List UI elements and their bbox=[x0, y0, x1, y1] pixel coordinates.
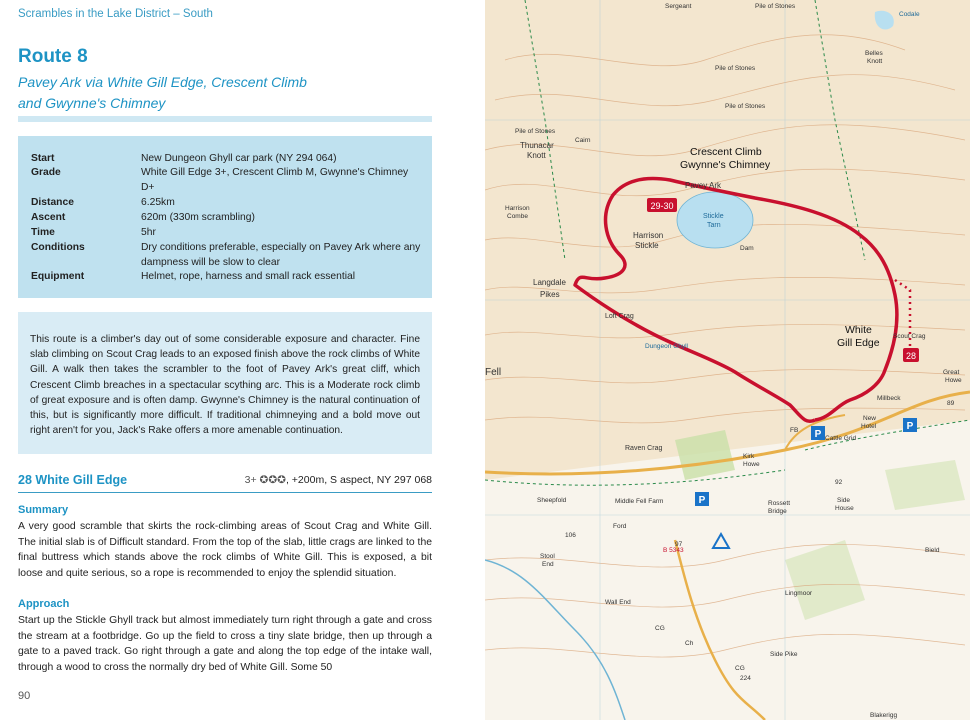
running-head: Scrambles in the Lake District – South bbox=[18, 8, 213, 20]
svg-text:Loft Crag: Loft Crag bbox=[605, 313, 634, 320]
section-title: 28 White Gill Edge bbox=[18, 473, 128, 487]
svg-text:FB: FB bbox=[790, 427, 799, 434]
svg-text:Bield: Bield bbox=[925, 547, 940, 554]
approach-text: Start up the Stickle Ghyll track but almost immediately turn right through a gate and cross the stream at a footbridge. Go up the field to cross a tiny slate bridge, then up through a gate to a paved track. Go right through a gate and along the top edge of the intake wall, through a wood to cross the normally dry bed of White Gill. Some 50 bbox=[18, 615, 432, 673]
svg-text:Dungeon Ghyll: Dungeon Ghyll bbox=[645, 343, 688, 350]
svg-text:Wall End: Wall End bbox=[605, 599, 631, 606]
section-meta bbox=[245, 474, 432, 486]
svg-text:Lingmoor: Lingmoor bbox=[785, 590, 813, 597]
info-label: Ascent bbox=[31, 212, 66, 223]
svg-text:Langdale: Langdale bbox=[533, 278, 566, 287]
svg-text:CG: CG bbox=[655, 625, 665, 632]
svg-text:Thunacar: Thunacar bbox=[520, 141, 554, 150]
svg-text:House: House bbox=[835, 505, 854, 512]
svg-text:Hotel: Hotel bbox=[861, 423, 877, 430]
svg-text:Knott: Knott bbox=[867, 58, 883, 65]
svg-text:Pile of Stones: Pile of Stones bbox=[515, 128, 556, 135]
svg-text:Pile of Stones: Pile of Stones bbox=[725, 103, 766, 110]
label-gwynnes-chimney: Gwynne's Chimney bbox=[680, 159, 771, 171]
info-value: Dry conditions preferable, especially on Pavey Ark where any dampness will be slow to clear bbox=[141, 242, 421, 268]
svg-text:Tarn: Tarn bbox=[707, 222, 721, 229]
svg-text:New: New bbox=[863, 415, 877, 422]
approach-heading: Approach bbox=[18, 598, 70, 610]
svg-text:Knott: Knott bbox=[527, 151, 546, 160]
intro-box bbox=[18, 312, 432, 454]
svg-text:106: 106 bbox=[565, 532, 576, 539]
section-details: , +200m, S aspect, NY 297 068 bbox=[285, 474, 432, 486]
route-map bbox=[485, 0, 970, 720]
info-value: 6.25km bbox=[141, 197, 175, 208]
info-value: White Gill Edge 3+, Crescent Climb M, Gwynne's Chimney D+ bbox=[141, 167, 409, 193]
svg-text:Pile of Stones: Pile of Stones bbox=[715, 65, 756, 72]
map-canvas bbox=[485, 0, 970, 720]
svg-text:97: 97 bbox=[675, 541, 683, 548]
svg-text:Pile of Stones: Pile of Stones bbox=[755, 3, 796, 10]
svg-text:Ford: Ford bbox=[613, 523, 627, 530]
parking-icon bbox=[695, 492, 709, 506]
svg-text:Harrison: Harrison bbox=[633, 231, 664, 240]
svg-text:Sergeant: Sergeant bbox=[665, 3, 692, 10]
page-number: 90 bbox=[18, 690, 31, 702]
svg-text:Blakerigg: Blakerigg bbox=[870, 712, 898, 719]
svg-text:Stool: Stool bbox=[540, 553, 555, 560]
info-value: 5hr bbox=[141, 227, 156, 238]
svg-text:Dam: Dam bbox=[740, 245, 754, 252]
intro-text: This route is a climber's day out of some considerable exposure and character. Fine slab climbing on Scout Crag leads to an exposed finish above the rock climbs of White Gill. A walk then takes the scrambler to the foot of Pavey Ark's great cliff, which Crescent Climb breaches in a spectacular scything arc. This is a Moderate rock climb of great exposure and is often damp. Gwynne's Chimney is the natural continuation of this, but is significantly more difficult. If traditional chimneying and a bold move out right aren't for you, Jack's Rake offers a more amenable continuation. bbox=[30, 334, 420, 437]
svg-text:Kirk: Kirk bbox=[743, 453, 755, 460]
svg-text:Cattle Grid: Cattle Grid bbox=[825, 435, 857, 442]
marker-29-30-label: 29-30 bbox=[650, 201, 674, 211]
info-label: Grade bbox=[31, 167, 61, 178]
label-white-gill-edge: White bbox=[845, 324, 872, 336]
marker-28 bbox=[903, 348, 919, 362]
marker-29-30 bbox=[647, 198, 677, 212]
info-label: Distance bbox=[31, 197, 74, 208]
svg-text:Raven Crag: Raven Crag bbox=[625, 445, 663, 452]
stickle-tarn bbox=[677, 192, 753, 248]
svg-text:P: P bbox=[814, 429, 822, 440]
summary-heading: Summary bbox=[18, 504, 69, 516]
svg-text:Stickle: Stickle bbox=[635, 241, 659, 250]
svg-text:CG: CG bbox=[735, 665, 745, 672]
svg-text:Middle Fell Farm: Middle Fell Farm bbox=[615, 498, 664, 505]
info-value: Helmet, rope, harness and small rack essential bbox=[141, 271, 356, 282]
marker-28-label: 28 bbox=[905, 351, 917, 361]
svg-text:P: P bbox=[698, 495, 706, 506]
svg-text:End: End bbox=[542, 561, 554, 568]
svg-text:B 5343: B 5343 bbox=[663, 547, 684, 554]
info-label: Start bbox=[31, 153, 55, 164]
parking-icon bbox=[903, 418, 917, 432]
svg-text:Cairn: Cairn bbox=[575, 137, 591, 144]
svg-text:Scout Crag: Scout Crag bbox=[893, 333, 926, 340]
info-value: 620m (330m scrambling) bbox=[141, 212, 255, 223]
route-subtitle: Pavey Ark via White Gill Edge, Crescent Climb and Gwynne's Chimney bbox=[18, 74, 307, 111]
svg-text:Howe: Howe bbox=[743, 461, 760, 468]
svg-text:89: 89 bbox=[947, 400, 955, 407]
svg-text:Ch: Ch bbox=[685, 640, 694, 647]
svg-text:Combe: Combe bbox=[507, 213, 528, 220]
label-white-gill-edge-2: Gill Edge bbox=[837, 337, 880, 349]
section-rule bbox=[18, 492, 432, 493]
svg-text:Bridge: Bridge bbox=[768, 508, 787, 515]
svg-text:Belles: Belles bbox=[865, 50, 883, 57]
svg-text:Sheepfold: Sheepfold bbox=[537, 497, 567, 504]
title-rule bbox=[18, 116, 432, 122]
parking-icon bbox=[811, 426, 825, 440]
label-crescent-climb: Crescent Climb bbox=[690, 146, 762, 158]
info-label: Conditions bbox=[31, 242, 85, 253]
svg-text:92: 92 bbox=[835, 479, 843, 486]
svg-text:Rossett: Rossett bbox=[768, 500, 791, 507]
svg-text:P: P bbox=[906, 421, 914, 432]
route-info-box bbox=[18, 136, 432, 298]
svg-text:Howe: Howe bbox=[945, 377, 962, 384]
section-grade: 3+ ✪✪✪ bbox=[244, 474, 286, 486]
svg-text:Fell: Fell bbox=[485, 367, 502, 378]
svg-text:Harrison: Harrison bbox=[505, 205, 530, 212]
info-label: Equipment bbox=[31, 271, 85, 282]
svg-text:Millbeck: Millbeck bbox=[877, 395, 901, 402]
info-value: New Dungeon Ghyll car park (NY 294 064) bbox=[141, 153, 337, 164]
svg-text:224: 224 bbox=[740, 675, 751, 682]
svg-text:Side Pike: Side Pike bbox=[770, 651, 798, 658]
route-title: Route 8 bbox=[18, 46, 88, 67]
svg-text:Pavey Ark: Pavey Ark bbox=[685, 181, 722, 190]
info-label: Time bbox=[31, 227, 55, 238]
svg-text:Great: Great bbox=[943, 369, 960, 376]
summary-text: A very good scramble that skirts the rock-climbing areas of Scout Crag and White Gill. The initial slab is of Difficult standard. From the top of the slab, little crags are linked to the final buttress which stands above the rock climbs of White Gill. This is exposed, a bit loose and quite serious, so a rope is recommended to enjoy the splendid situation. bbox=[18, 521, 432, 579]
svg-text:Stickle: Stickle bbox=[703, 213, 724, 220]
svg-text:Side: Side bbox=[837, 497, 851, 504]
svg-text:Pikes: Pikes bbox=[540, 290, 560, 299]
svg-text:Codale: Codale bbox=[899, 11, 920, 18]
